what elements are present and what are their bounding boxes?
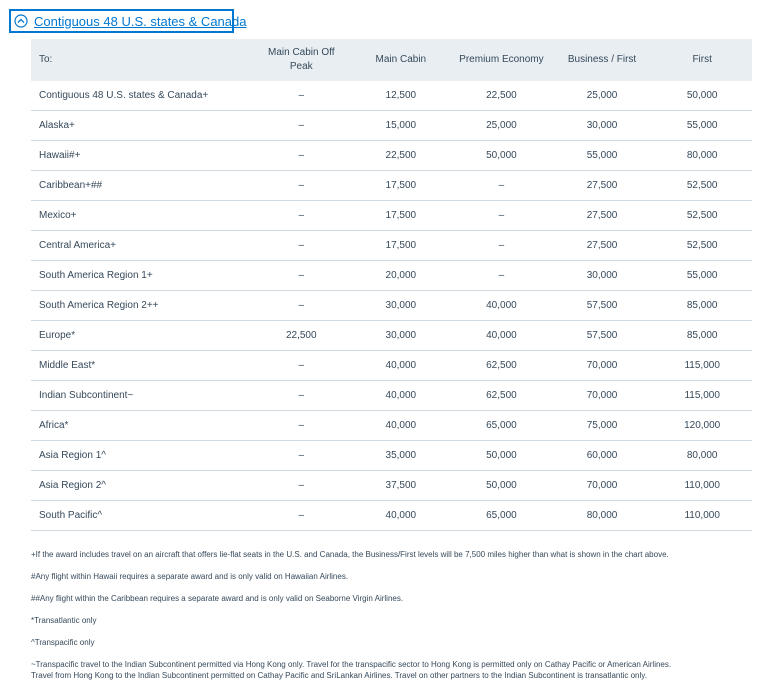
main-cabin-off-peak-cell: – (252, 441, 351, 471)
footnote-line: Travel from Hong Kong to the Indian Subcontinent permitted on Cathay Pacific and SriLankan Airlines. Travel on other partners to the Indian Subcontinent is transatlantic only. (31, 671, 647, 680)
main-cabin-cell: 40,000 (351, 381, 452, 411)
table-row (31, 201, 752, 231)
business-first-cell: 30,000 (552, 111, 653, 141)
main-cabin-cell: 40,000 (351, 351, 452, 381)
main-cabin-off-peak-cell: – (252, 201, 351, 231)
first-cell: 55,000 (652, 111, 752, 141)
destination-cell: Hawaii#+ (31, 141, 252, 171)
main-cabin-cell: 35,000 (351, 441, 452, 471)
destination-cell: Europe* (31, 321, 252, 351)
main-cabin-cell: 37,500 (351, 471, 452, 501)
table-row (31, 81, 752, 111)
table-row (31, 141, 752, 171)
main-cabin-off-peak-cell: – (252, 291, 351, 321)
premium-economy-cell: 40,000 (451, 321, 552, 351)
main-cabin-cell: 12,500 (351, 81, 452, 111)
footnote: +If the award includes travel on an aircraft that offers lie-flat seats in the U.S. and Canada, the Business/First levels will be 7,500 miles higher than what is shown in the chart above. (31, 550, 669, 559)
header-destination: To: (31, 39, 252, 81)
premium-economy-cell: 62,500 (451, 381, 552, 411)
premium-economy-cell: – (451, 201, 552, 231)
table-row (31, 261, 752, 291)
main-cabin-cell: 40,000 (351, 411, 452, 441)
accordion-toggle-contiguous[interactable] (9, 9, 247, 33)
footnote: ##Any flight within the Caribbean requires a separate award and is only valid on Seaborne Virgin Airlines. (31, 594, 404, 603)
premium-economy-cell: 22,500 (451, 81, 552, 111)
first-cell: 115,000 (652, 351, 752, 381)
main-cabin-off-peak-cell: – (252, 171, 351, 201)
business-first-cell: 70,000 (552, 351, 653, 381)
main-cabin-off-peak-cell: – (252, 231, 351, 261)
header-first: First (652, 39, 752, 81)
first-cell: 120,000 (652, 411, 752, 441)
business-first-cell: 27,500 (552, 231, 653, 261)
table-row (31, 381, 752, 411)
table-row (31, 231, 752, 261)
premium-economy-cell: 40,000 (451, 291, 552, 321)
first-cell: 80,000 (652, 141, 752, 171)
table-row (31, 441, 752, 471)
business-first-cell: 57,500 (552, 291, 653, 321)
header-premium-economy: Premium Economy (451, 39, 552, 81)
main-cabin-off-peak-cell: 22,500 (252, 321, 351, 351)
table-row (31, 471, 752, 501)
main-cabin-off-peak-cell: – (252, 381, 351, 411)
premium-economy-cell: 62,500 (451, 351, 552, 381)
main-cabin-off-peak-cell: – (252, 261, 351, 291)
destination-cell: Contiguous 48 U.S. states & Canada+ (31, 81, 252, 111)
header-main-cabin-off-peak: Main Cabin Off Peak (252, 39, 351, 81)
destination-cell: Central America+ (31, 231, 252, 261)
header-business-first: Business / First (552, 39, 653, 81)
table-row (31, 501, 752, 531)
table-header-row (31, 39, 752, 81)
business-first-cell: 80,000 (552, 501, 653, 531)
main-cabin-off-peak-cell: – (252, 501, 351, 531)
premium-economy-cell: 65,000 (451, 501, 552, 531)
destination-cell: Asia Region 1^ (31, 441, 252, 471)
main-cabin-cell: 30,000 (351, 321, 452, 351)
premium-economy-cell: 25,000 (451, 111, 552, 141)
premium-economy-cell: 50,000 (451, 471, 552, 501)
footnote-line: ~Transpacific travel to the Indian Subcontinent permitted via Hong Kong only. Travel for the transpacific sector to Hong Kong is permitted only on Cathay Pacific or American Airlines. (31, 660, 672, 669)
main-cabin-cell: 17,500 (351, 231, 452, 261)
footnotes (31, 549, 756, 681)
table-row (31, 111, 752, 141)
destination-cell: Middle East* (31, 351, 252, 381)
main-cabin-off-peak-cell: – (252, 351, 351, 381)
section-title[interactable]: Contiguous 48 U.S. states & Canada (34, 13, 247, 29)
table-row (31, 411, 752, 441)
table-body (31, 81, 752, 531)
destination-cell: Asia Region 2^ (31, 471, 252, 501)
destination-cell: Indian Subcontinent~ (31, 381, 252, 411)
destination-cell: Africa* (31, 411, 252, 441)
first-cell: 85,000 (652, 321, 752, 351)
footnote: #Any flight within Hawaii requires a separate award and is only valid on Hawaiian Airlines. (31, 572, 349, 581)
business-first-cell: 70,000 (552, 381, 653, 411)
business-first-cell: 27,500 (552, 201, 653, 231)
main-cabin-off-peak-cell: – (252, 411, 351, 441)
first-cell: 52,500 (652, 171, 752, 201)
header-main-cabin: Main Cabin (351, 39, 452, 81)
main-cabin-off-peak-cell: – (252, 81, 351, 111)
business-first-cell: 70,000 (552, 471, 653, 501)
premium-economy-cell: – (451, 261, 552, 291)
premium-economy-cell: 50,000 (451, 141, 552, 171)
premium-economy-cell: – (451, 231, 552, 261)
premium-economy-cell: 50,000 (451, 441, 552, 471)
destination-cell: South Pacific^ (31, 501, 252, 531)
first-cell: 115,000 (652, 381, 752, 411)
destination-cell: South America Region 2++ (31, 291, 252, 321)
table-row (31, 291, 752, 321)
chevron-up-circle-icon[interactable] (14, 14, 28, 28)
destination-cell: Caribbean+## (31, 171, 252, 201)
table-row (31, 171, 752, 201)
main-cabin-off-peak-cell: – (252, 471, 351, 501)
first-cell: 110,000 (652, 501, 752, 531)
business-first-cell: 60,000 (552, 441, 653, 471)
main-cabin-cell: 17,500 (351, 171, 452, 201)
first-cell: 85,000 (652, 291, 752, 321)
main-cabin-cell: 22,500 (351, 141, 452, 171)
first-cell: 110,000 (652, 471, 752, 501)
footnote: ^Transpacific only (31, 638, 95, 647)
main-cabin-off-peak-cell: – (252, 111, 351, 141)
award-chart-table (31, 39, 752, 531)
main-cabin-cell: 20,000 (351, 261, 452, 291)
business-first-cell: 75,000 (552, 411, 653, 441)
main-cabin-off-peak-cell: – (252, 141, 351, 171)
business-first-cell: 55,000 (552, 141, 653, 171)
table-row (31, 351, 752, 381)
main-cabin-cell: 40,000 (351, 501, 452, 531)
business-first-cell: 27,500 (552, 171, 653, 201)
footnote: *Transatlantic only (31, 616, 97, 625)
first-cell: 80,000 (652, 441, 752, 471)
main-cabin-cell: 15,000 (351, 111, 452, 141)
first-cell: 50,000 (652, 81, 752, 111)
first-cell: 55,000 (652, 261, 752, 291)
destination-cell: Alaska+ (31, 111, 252, 141)
first-cell: 52,500 (652, 231, 752, 261)
destination-cell: Mexico+ (31, 201, 252, 231)
first-cell: 52,500 (652, 201, 752, 231)
business-first-cell: 30,000 (552, 261, 653, 291)
table-row (31, 321, 752, 351)
main-cabin-cell: 30,000 (351, 291, 452, 321)
business-first-cell: 57,500 (552, 321, 653, 351)
premium-economy-cell: – (451, 171, 552, 201)
premium-economy-cell: 65,000 (451, 411, 552, 441)
business-first-cell: 25,000 (552, 81, 653, 111)
destination-cell: South America Region 1+ (31, 261, 252, 291)
main-cabin-cell: 17,500 (351, 201, 452, 231)
